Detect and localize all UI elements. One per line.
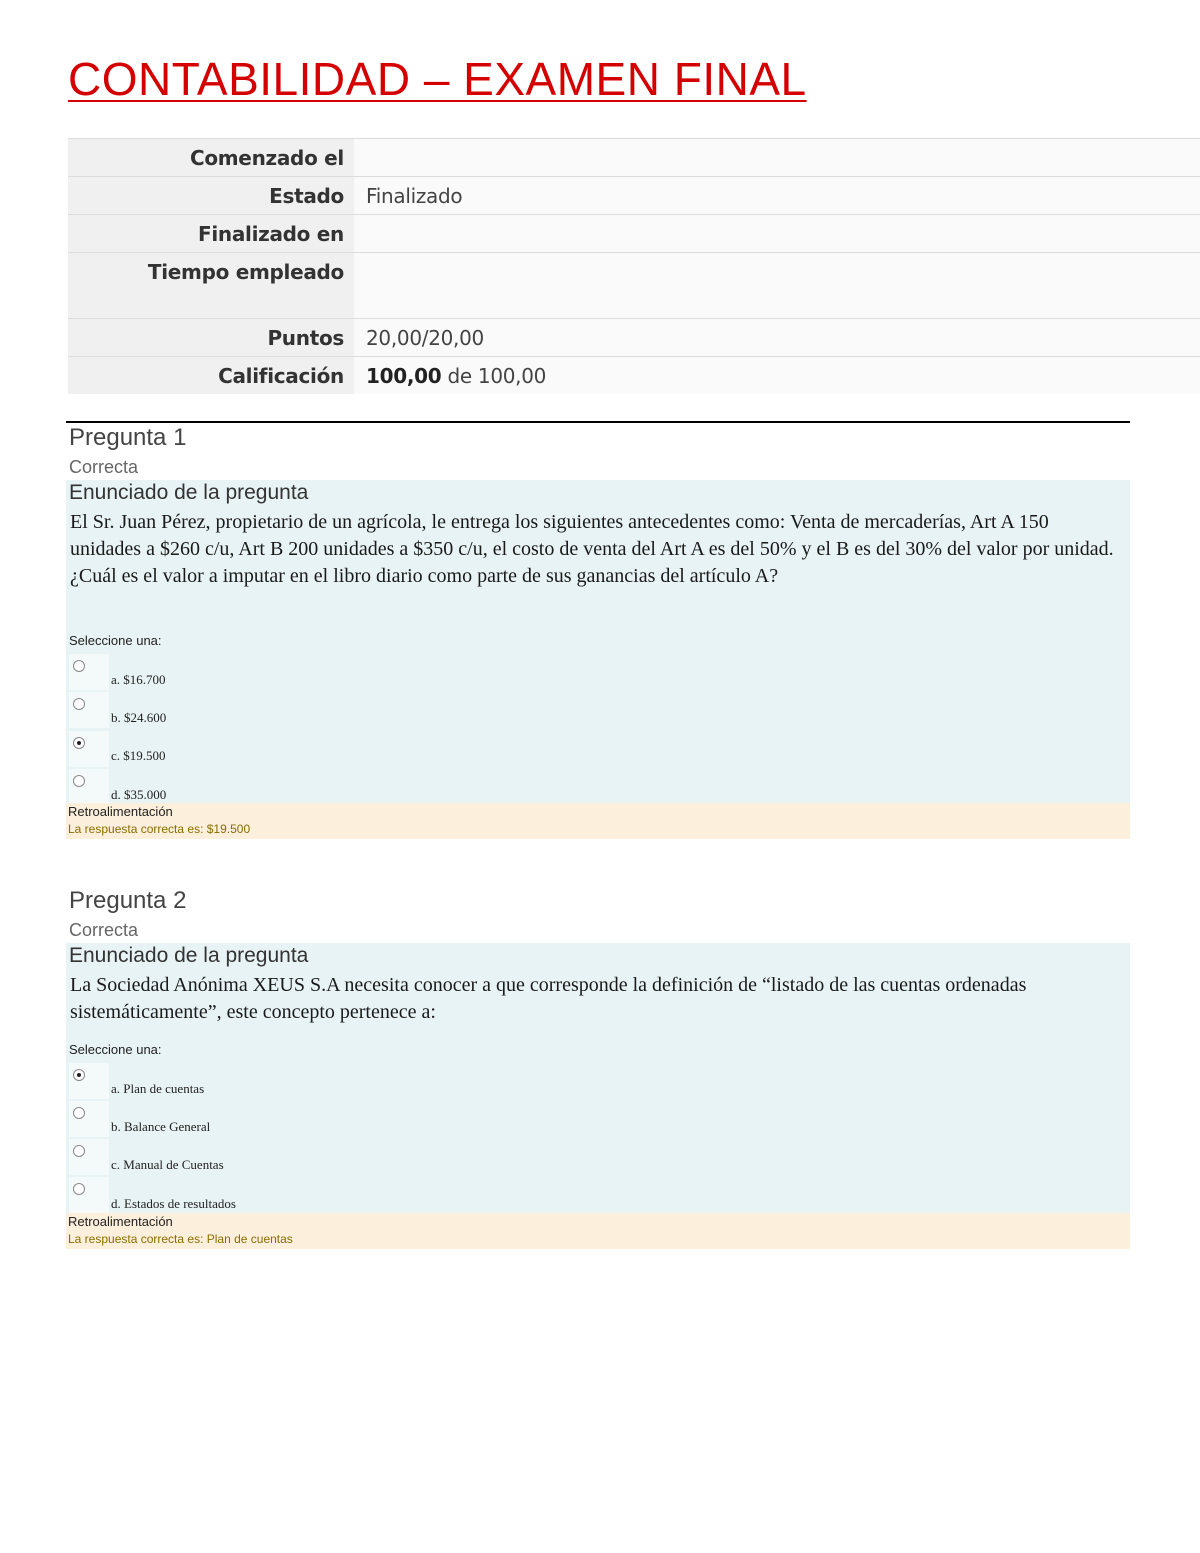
radio-button[interactable] (73, 775, 85, 787)
answer-option-label: c. $19.500 (111, 748, 166, 763)
summary-value: 20,00/20,00 (354, 319, 1200, 357)
summary-label: Estado (68, 177, 354, 215)
grade-value: 100,00 (366, 364, 442, 388)
question-text: El Sr. Juan Pérez, propietario de un agrícola, le entrega los siguientes antecedentes como: Venta de mercaderías, Art A 150 unidades a $260 c/u, Art B 200 unidades a $350 c/u, el costo de venta del Art A es del 50% y el B es del 30% del valor por unidad. ¿Cuál es el valor a imputar en el libro diario como parte de sus ganancias del artículo A? (70, 511, 1114, 587)
summary-row-time (68, 253, 1200, 319)
question-box (66, 480, 1130, 803)
summary-label: Comenzado el (68, 139, 354, 177)
summary-row-grade (68, 357, 1200, 395)
select-prompt: Seleccione una: (69, 1042, 162, 1057)
summary-value (354, 139, 1200, 177)
answer-option-label: a. $16.700 (111, 672, 166, 687)
summary-label: Tiempo empleado (68, 253, 354, 319)
page-title: CONTABILIDAD – EXAMEN FINAL (68, 53, 807, 105)
question-status: Correcta (69, 457, 139, 477)
feedback-title: Retroalimentación (68, 804, 173, 819)
correct-answer-text: La respuesta correcta es: Plan de cuentas (68, 1232, 293, 1246)
answer-option[interactable] (69, 735, 166, 767)
question-text: La Sociedad Anónima XEUS S.A necesita conocer a que corresponde la definición de “listado de las cuentas ordenadas sistemáticamente”, este concepto pertenece a: (70, 974, 1027, 1023)
question-status: Correcta (69, 920, 139, 940)
answer-option[interactable] (69, 1143, 224, 1175)
attempt-summary-table (68, 138, 1200, 394)
select-prompt: Seleccione una: (69, 633, 162, 648)
feedback-title: Retroalimentación (68, 1214, 173, 1229)
question-title: Pregunta 2 (69, 887, 187, 914)
radio-button-checked[interactable] (73, 1069, 85, 1081)
answer-option[interactable] (69, 1181, 236, 1213)
answer-option[interactable] (69, 773, 167, 805)
answer-option-label: d. $35.000 (111, 787, 167, 802)
summary-label: Calificación (68, 357, 354, 395)
summary-row-started (68, 139, 1200, 177)
answer-option-label: c. Manual de Cuentas (111, 1157, 224, 1172)
summary-label: Finalizado en (68, 215, 354, 253)
summary-value (354, 357, 1200, 395)
feedback-box (66, 803, 1130, 839)
answer-option-label: b. $24.600 (111, 710, 167, 725)
radio-button[interactable] (73, 1183, 85, 1195)
radio-button[interactable] (73, 698, 85, 710)
question-title: Pregunta 1 (69, 424, 187, 451)
feedback-box (66, 1213, 1130, 1249)
summary-label: Puntos (68, 319, 354, 357)
radio-button[interactable] (73, 1145, 85, 1157)
answer-option[interactable] (69, 1067, 205, 1099)
question-box (66, 943, 1130, 1213)
radio-button-checked[interactable] (73, 737, 85, 749)
summary-row-points (68, 319, 1200, 357)
answer-option[interactable] (69, 1105, 211, 1137)
question-statement-label: Enunciado de la pregunta (69, 944, 309, 967)
correct-answer-text: La respuesta correcta es: $19.500 (68, 822, 251, 836)
summary-row-finished (68, 215, 1200, 253)
answer-option[interactable] (69, 658, 166, 690)
question-statement-label: Enunciado de la pregunta (69, 481, 309, 504)
radio-button[interactable] (73, 1107, 85, 1119)
summary-value (354, 253, 1200, 319)
answer-option-label: d. Estados de resultados (111, 1196, 236, 1211)
grade-max: de 100,00 (441, 364, 547, 388)
answer-option-label: b. Balance General (111, 1119, 211, 1134)
answer-option-label: a. Plan de cuentas (111, 1081, 205, 1096)
section-divider (66, 421, 1130, 423)
radio-button[interactable] (73, 660, 85, 672)
summary-row-state (68, 177, 1200, 215)
answer-option[interactable] (69, 696, 167, 728)
summary-value (354, 215, 1200, 253)
summary-value: Finalizado (354, 177, 1200, 215)
